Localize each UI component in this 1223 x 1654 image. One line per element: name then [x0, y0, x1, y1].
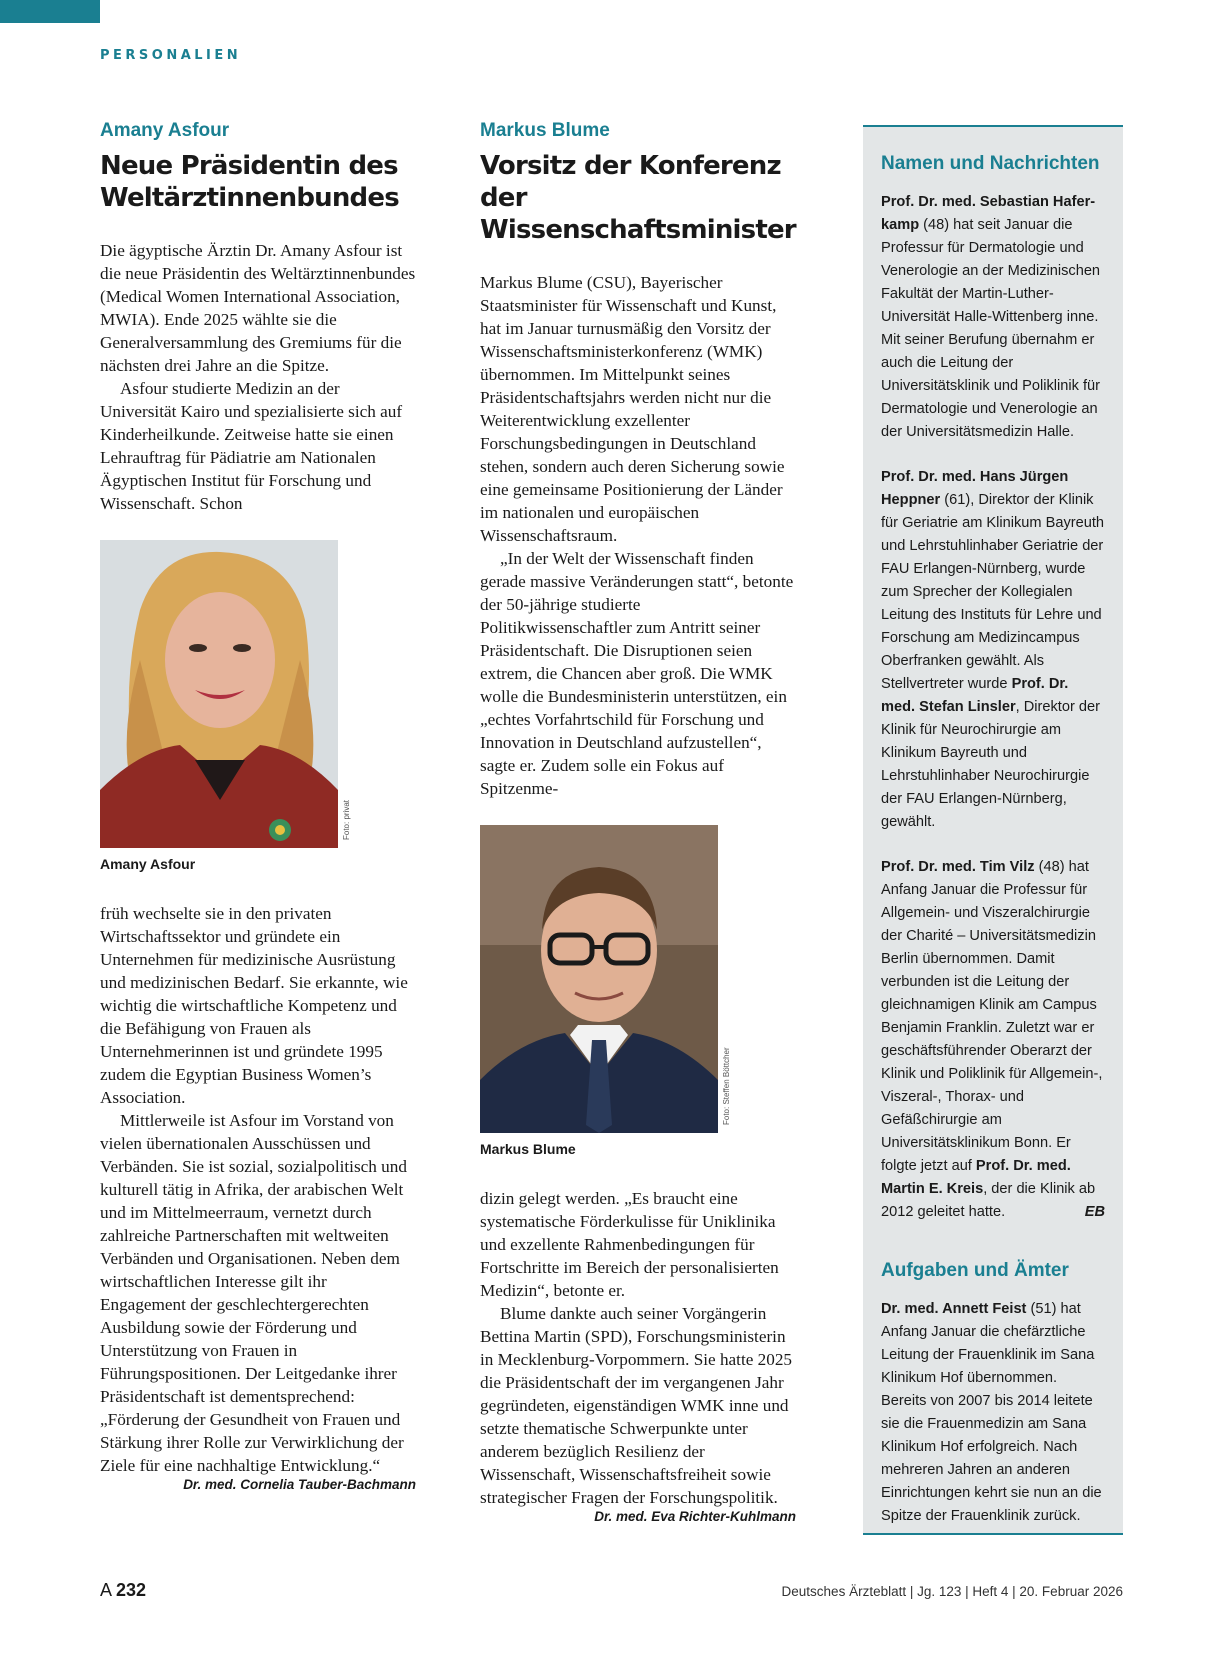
- article-headline: Vorsitz der Konferenz der Wissenschaftsminister: [480, 151, 796, 245]
- paragraph: Markus Blume (CSU), Bayerischer Staatsminister für Wissenschaft und Kunst, hat im Januar turnusmäßig den Vorsitz der Wissenschaftsministerkonferenz (WMK) übernommen. Im Mittelpunkt seines Präsidentschaftsjahrs werden nicht nur die Weiterentwicklung exzellenter Forschungsbedingungen in Deutschland stehen, sondern auch deren Sicherung sowie eine gemeinsame Positionierung der Länder im nationalen und europäischen Wissenschaftsraum.: [480, 273, 785, 545]
- article-asfour: [100, 118, 416, 1492]
- article-headline: Neue Präsidentin des Weltärztinnenbundes: [100, 151, 399, 213]
- paragraph: „In der Welt der Wissenschaft finden gerade massive Veränderungen statt“, betonte der 50-jährige studierte Politikwissenschaftler zum Antritt seiner Präsidentschaft. Die Disruptionen seien extrem, die Chancen aber groß. Die WMK wolle die Bundesministerin unterstützen, ein „echtes Vorfahrtschild für Forschung und Innovation in Deutschland aufzustellen“, sagte er. Zudem solle ein Fokus auf Spitzenme-: [480, 549, 794, 798]
- top-accent-bar: [0, 0, 100, 23]
- entry-text: (48) hat Anfang Januar die Professur für Allgemein- und Viszeralchirurgie der Charité – Universitätsmedizin Berlin übernommen. Damit verbunden ist die Leitung der gleichnamigen Klinik am Campus Benjamin Franklin. Zuletzt war er geschäftsführender Oberarzt der Klinik und Poliklinik für Allgemein-, Viszeral-, Thorax- und Gefäßchirurgie am Universitätsklinikum Bonn. Er folgte jetzt auf: [881, 859, 1103, 1174]
- article-blume: [480, 118, 796, 1524]
- entry-text: , Direktor der Klinik für Neurochirurgie am Klinikum Bayreuth und Lehrstuhlinhaber Neurochirurgie der FAU Erlangen-Nürnberg, gewählt.: [881, 699, 1100, 830]
- portrait-image: [100, 540, 338, 848]
- article-body-top: [100, 239, 416, 515]
- paragraph: Mittlerweile ist Asfour im Vorstand von vielen übernationalen Ausschüssen und Verbänden. Sie ist sozial, sozialpolitisch und kulturell tätig in Afrika, der arabischen Welt und im Mittelmeerraum, vernetzt durch zahlreiche Partnerschaften mit weltweiten Verbänden und Organisationen. Neben dem wirtschaftlichen Interesse gilt ihr Engagement der geschlechtergerechten Ausbildung sowie der Förderung und Unterstützung von Frauen in Führungspositionen. Der Leitgedanke ihrer Präsidentschaft ist dementsprechend: „Förderung der Gesundheit von Frauen und Stärkung ihrer Rolle zur Verwirklichung der Ziele für eine nachhaltige Entwicklung.“: [100, 1111, 407, 1475]
- person-name: Prof. Dr. med. Tim Vilz: [881, 859, 1035, 875]
- entry-text: (61), Direktor der Klinik für Geriatrie am Klinikum Bayreuth und Lehrstuhlinhaber Geriatrie der FAU Erlangen-Nürnberg, wurde zum Sprecher der Kollegialen Leitung des Instituts für Lehre und Forschung am Medizincampus Oberfranken gewählt. Als Stellvertreter wurde: [881, 492, 1105, 692]
- photo-credit: Foto: Steffen Böttcher: [722, 1047, 731, 1125]
- portrait-image: [480, 825, 718, 1133]
- photo-blume: [480, 825, 796, 1133]
- article-body-bottom: [480, 1187, 796, 1509]
- paragraph: früh wechselte sie in den privaten Wirtschaftssektor und gründete ein Unternehmen für medizinische Ausrüstung und medizinischen Bedarf. Sie erkannte, wie wichtig die wirtschaftliche Kompetenz und die Befähigung von Frauen als Unternehmerinnen ist und gründete 1995 zudem die Egyptian Business Women’s Association.: [100, 904, 408, 1107]
- sidebar-heading: Aufgaben und Ämter: [881, 1260, 1069, 1281]
- article-body-top: [480, 271, 796, 800]
- entry-text: (51) hat Anfang Januar die chefärztliche Leitung der Frauenklinik im Sana Klinikum Hof übernommen. Bereits von 2007 bis 2014 leitete sie die Frauenmedizin am Sana Klinikum Hof erfolgreich. Nach mehreren Jahren an anderen Einrichtungen kehrt sie nun an die Spitze der Frauenklinik zurück.: [881, 1301, 1102, 1524]
- entry-text: (48) hat seit Januar die Professur für Dermatologie und Venerologie an der Medizinischen Fakultät der Martin-Luther-Universität Halle-Wittenberg inne. Mit seiner Berufung übernahm er auch die Leitung der Universitätsklinik und Poliklinik für Dermatologie und Venerologie an der Universitätsmedizin Halle.: [881, 217, 1101, 440]
- sidebar-box: [863, 125, 1123, 1535]
- sidebar-entry: [881, 191, 1105, 444]
- sidebar-entry: [881, 856, 1105, 1224]
- paragraph: Die ägyptische Ärztin Dr. Amany Asfour ist die neue Präsidentin des Weltärztinnenbundes (Medical Women International Association, MWIA). Ende 2025 wählte sie die Generalversammlung des Gremiums für die nächsten drei Jahre an die Spitze.: [100, 241, 416, 375]
- page-prefix: A: [100, 1580, 117, 1600]
- person-name: Prof. Dr. med. Stefan Linsler: [881, 676, 1069, 715]
- author-initials: EB: [1084, 1204, 1105, 1220]
- paragraph: Asfour studierte Medizin an der Universität Kairo und spezialisierte sich auf Kinderheilkunde. Zeitweise hatte sie einen Lehrauftrag für Pädiatrie am Nationalen Ägyptischen Institut für Forschung und Wissenschaft. Schon: [100, 379, 403, 513]
- page-number-value: 232: [116, 1580, 147, 1600]
- article-kicker: Amany Asfour: [100, 120, 230, 141]
- entry-text: , der die Klinik ab 2012 geleitet hatte.: [881, 1181, 1096, 1220]
- person-name: Prof. Dr. med. Sebastian Haferkamp: [881, 194, 1096, 233]
- article-kicker: Markus Blume: [480, 120, 610, 141]
- sidebar-heading: Namen und Nachrichten: [881, 153, 1100, 174]
- photo-asfour: [100, 540, 416, 848]
- paragraph: Blume dankte auch seiner Vorgängerin Bettina Martin (SPD), Forschungsministerin in Mecklenburg-Vorpommern. Sie hatte 2025 die Präsidentschaft der im vergangenen Jahr gegründeten, eigenständigen WMK inne und setzte thematische Schwerpunkte unter anderem bezüglich Resilienz der Wissenschaft, Wissenschaftsfreiheit sowie strategischer Fragen der Forschungspolitik.: [480, 1304, 793, 1507]
- journal-info: Deutsches Ärzteblatt | Jg. 123 | Heft 4 | 20. Februar 2026: [781, 1584, 1123, 1599]
- photo-caption: Amany Asfour: [100, 856, 196, 872]
- author-signature: Dr. med. Eva Richter-Kuhlmann: [594, 1509, 796, 1524]
- sidebar-entry: [881, 1298, 1105, 1528]
- person-name: Prof. Dr. med. Martin E. Kreis: [881, 1158, 1071, 1197]
- photo-caption: Markus Blume: [480, 1141, 576, 1157]
- article-body-bottom: [100, 902, 416, 1477]
- page-number: [100, 1580, 146, 1601]
- sidebar-entry: [881, 466, 1105, 834]
- section-label: PERSONALIEN: [100, 48, 242, 63]
- photo-credit: Foto: privat: [342, 799, 351, 840]
- paragraph: dizin gelegt werden. „Es braucht eine systematische Förderkulisse für Uniklinika und exzellente Rahmenbedingungen für Fortschritte im Bereich der personalisierten Medizin“, betonte er.: [480, 1189, 779, 1300]
- person-name: Dr. med. Annett Feist: [881, 1301, 1027, 1317]
- person-name: Prof. Dr. med. Hans Jürgen Heppner: [881, 469, 1069, 508]
- author-signature: Dr. med. Cornelia Tauber-Bachmann: [183, 1477, 416, 1492]
